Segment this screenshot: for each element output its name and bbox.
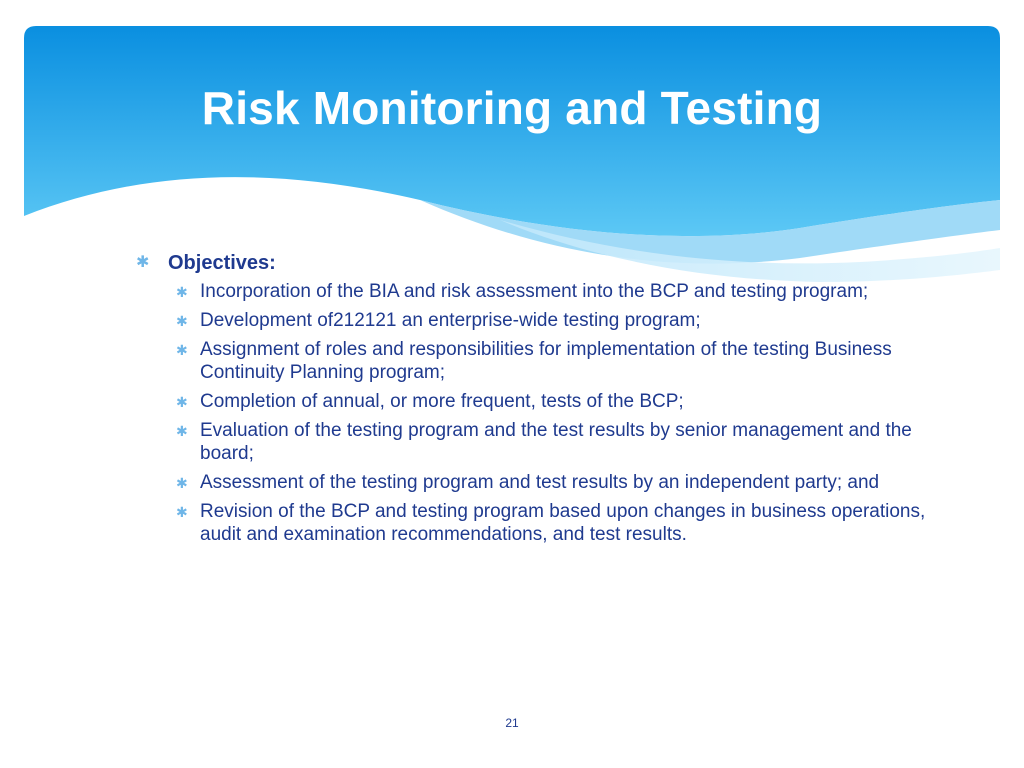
objectives-heading: Objectives: [168,252,276,274]
asterisk-icon: ✱ [176,313,188,329]
list-item [136,419,926,465]
list-item [136,471,926,494]
slide-title: Risk Monitoring and Testing [201,82,823,134]
asterisk-icon: ✱ [176,342,188,358]
list-item [136,390,926,413]
list-item [136,500,926,546]
objectives-list [136,280,926,546]
objective-text: Assignment of roles and responsibilities for implementation of the testing Business Continuity Planning program; [200,339,892,383]
slide-content [136,250,926,552]
asterisk-icon: ✱ [176,423,188,439]
list-item [136,309,926,332]
objective-text: Completion of annual, or more frequent, tests of the BCP; [200,391,684,412]
list-item [136,280,926,303]
asterisk-icon: ✱ [176,394,188,410]
asterisk-icon: ✱ [176,284,188,300]
objective-text: Incorporation of the BIA and risk assessment into the BCP and testing program; [200,281,869,302]
list-item [136,338,926,384]
asterisk-icon: ✱ [176,475,188,491]
objective-text: Development of212121 an enterprise-wide testing program; [200,310,701,331]
page-number: 21 [505,716,519,730]
objective-text: Assessment of the testing program and test results by an independent party; and [200,472,880,493]
asterisk-icon: ✱ [136,254,150,271]
objective-text: Evaluation of the testing program and the test results by senior management and the board; [200,420,912,464]
objectives-heading-item [136,250,926,276]
objective-text: Revision of the BCP and testing program based upon changes in business operations, audit and examination recommendations, and test results. [200,501,926,545]
asterisk-icon: ✱ [176,504,188,520]
